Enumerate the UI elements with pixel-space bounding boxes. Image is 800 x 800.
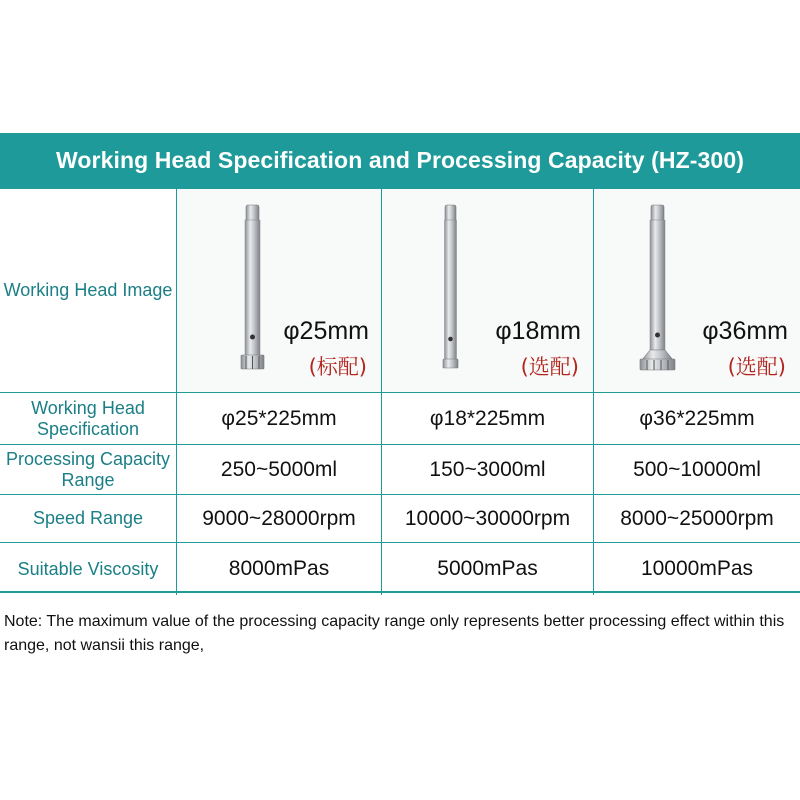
row-label-image: Working Head Image [0,189,177,393]
row-label-specification: Working Head Specification [0,393,177,445]
spec-value-3: φ36*225mm [594,393,800,445]
capacity-value-3: 500~10000ml [594,445,800,495]
working-head-25-image [232,203,272,373]
viscosity-value-3: 10000mPas [640,557,754,580]
spec-value-1: φ25*225mm [177,393,382,445]
speed-value-3: 8000~25000rpm [594,495,800,543]
footnote: Note: The maximum value of the processing capacity range only represents better processing effect within this range, not wansii this range, [4,613,785,654]
viscosity-value-2: 5000mPas [382,543,594,595]
capacity-value-1: 250~5000ml [177,445,382,495]
head-diameter-1: φ25mm [283,317,369,345]
capacity-value-2: 150~3000ml [382,445,594,495]
working-head-36-image [637,203,677,373]
speed-value-1: 9000~28000rpm [177,495,382,543]
viscosity-value-1: 8000mPas [177,543,382,595]
head-image-cell-3 [594,189,800,393]
head-image-cell-1 [177,189,382,393]
head-tag-1: (标配) [308,355,367,379]
row-label-viscosity: Suitable Viscosity [0,543,177,595]
spec-value-2: φ18*225mm [382,393,594,445]
row-label-capacity: Processing Capacity Range [0,445,177,495]
head-image-cell-2 [382,189,594,393]
row-label-speed: Speed Range [0,495,177,543]
speed-value-2: 10000~30000rpm [382,495,594,543]
spec-table [0,187,800,593]
working-head-18-image [430,203,470,373]
head-tag-2: (选配) [520,355,579,379]
head-diameter-3: φ36mm [702,317,788,345]
table-title: Working Head Specification and Processing Capacity (HZ-300) [0,133,800,187]
head-diameter-2: φ18mm [495,317,581,345]
head-tag-3: (选配) [727,355,786,379]
